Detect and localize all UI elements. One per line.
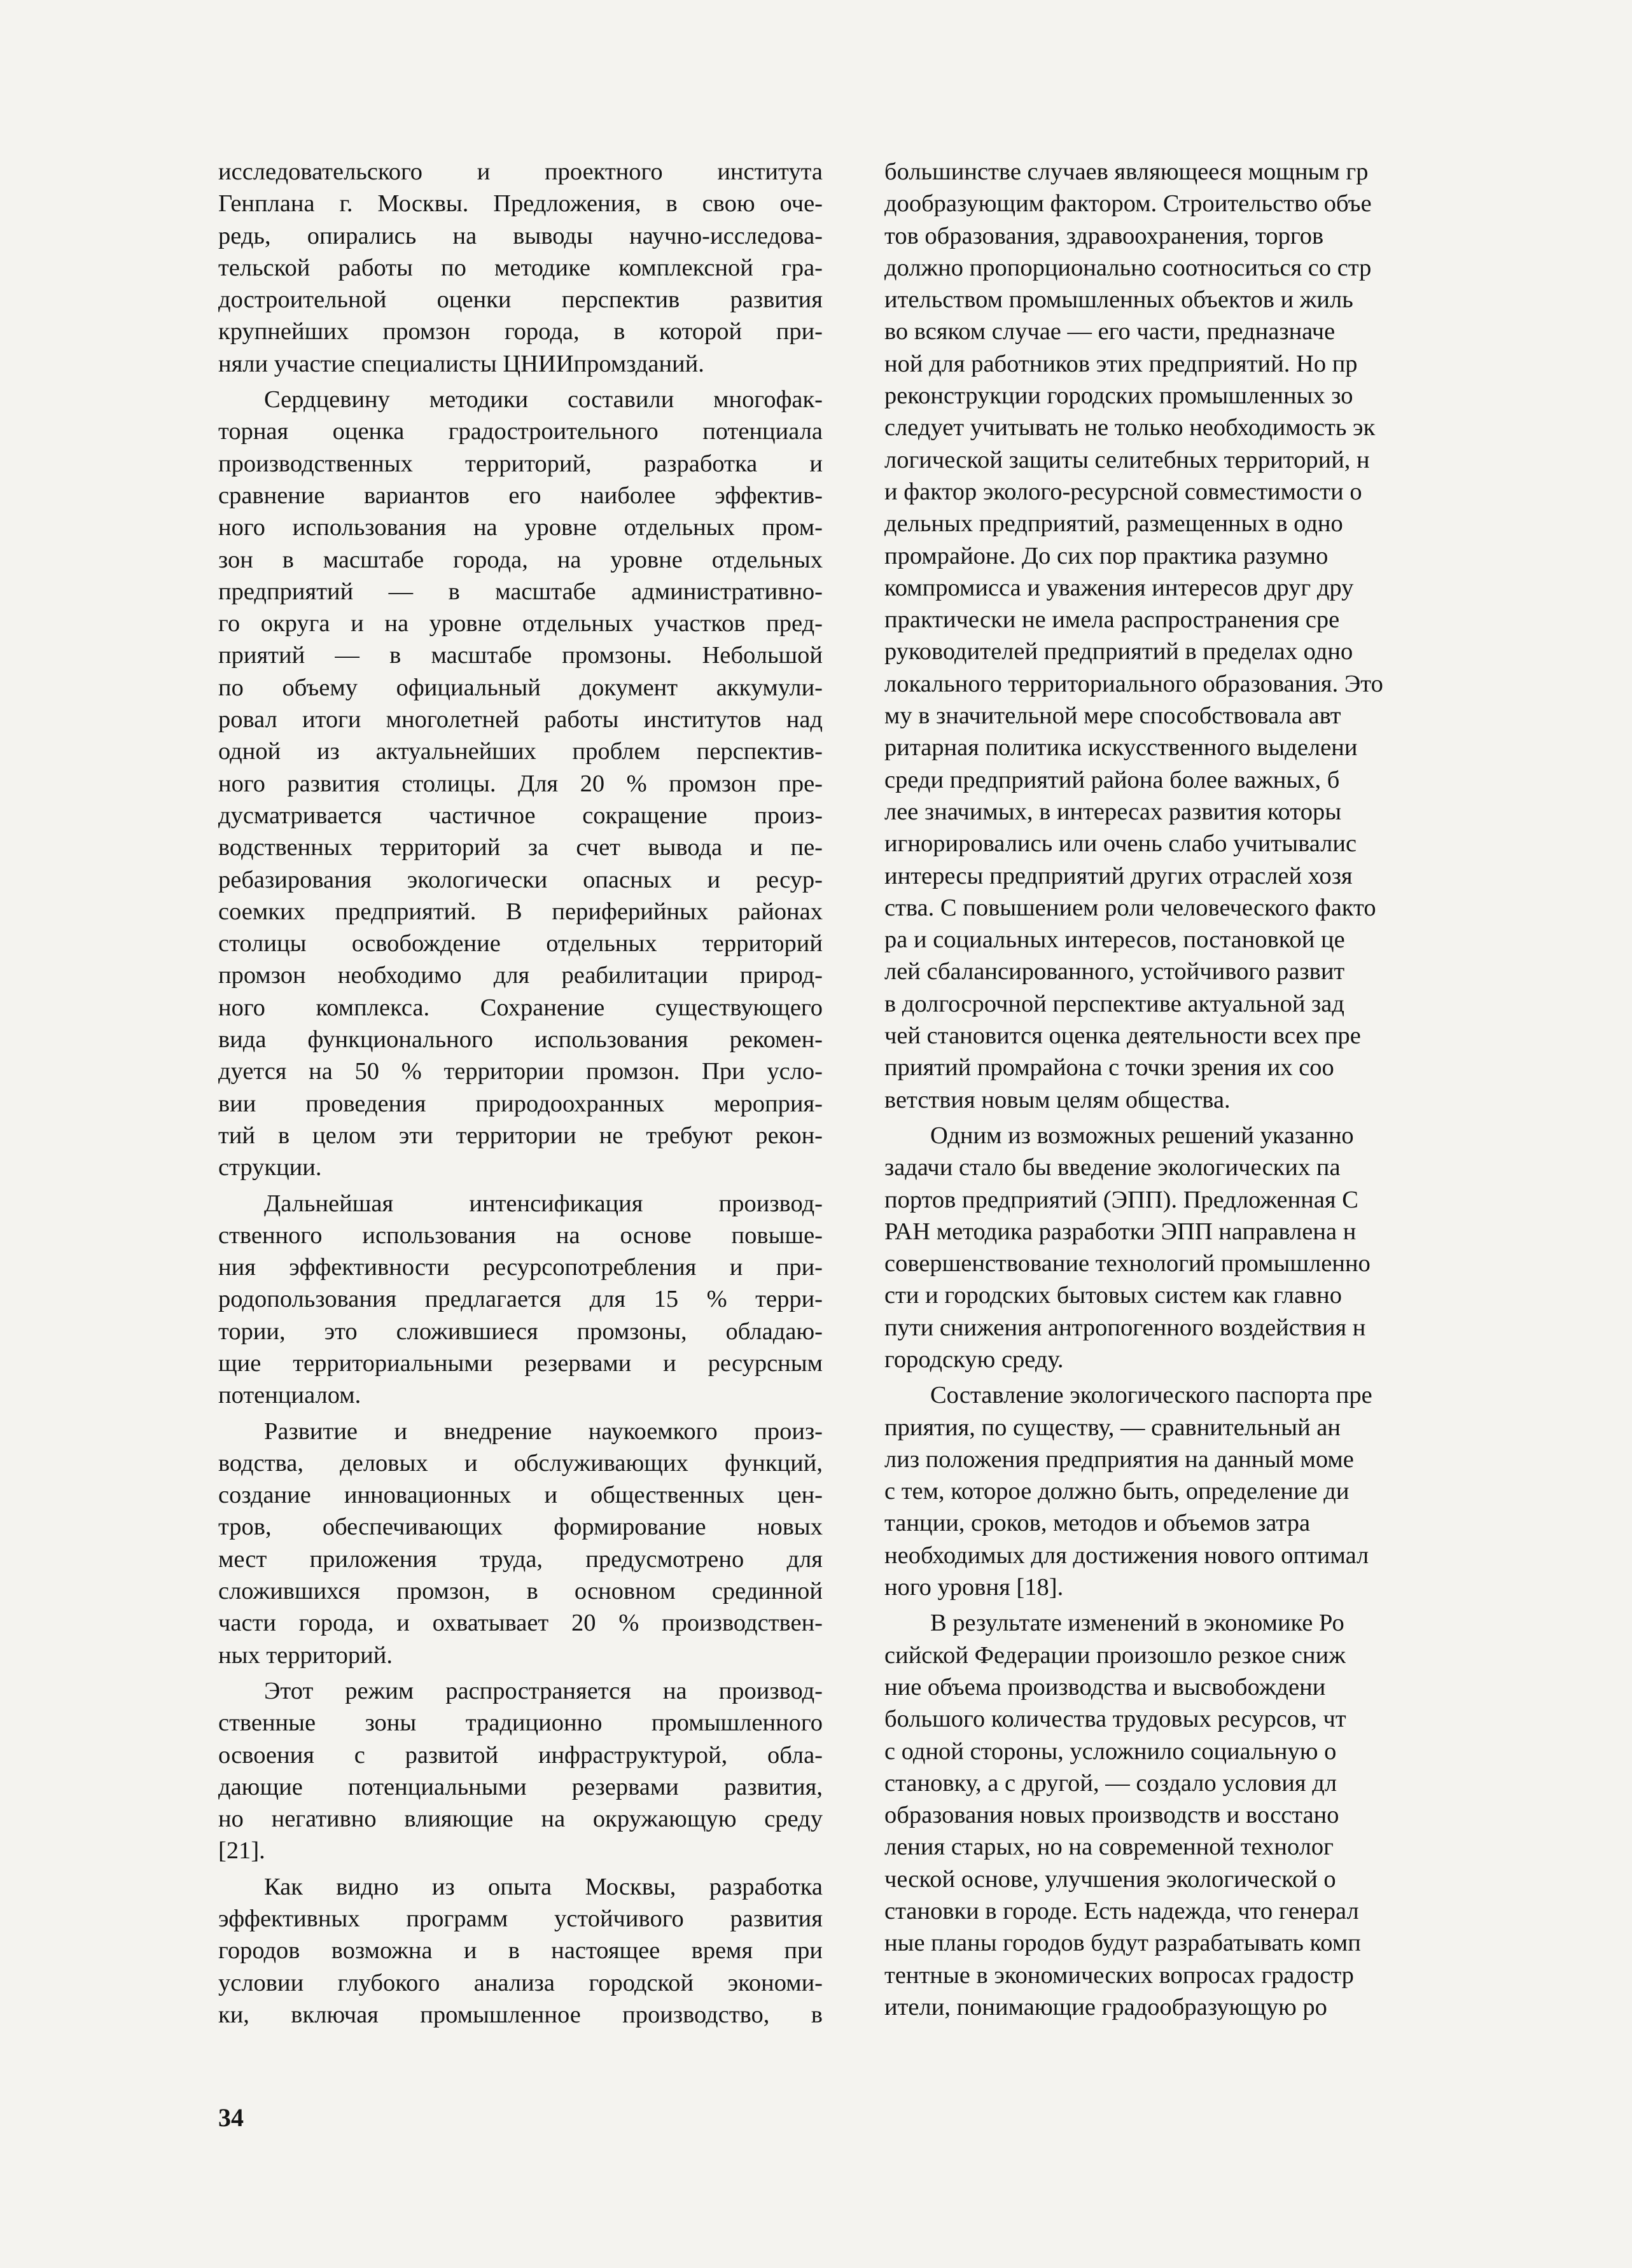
text-line: торная оценка градостроительного потенциала [218, 418, 823, 445]
text-line: интересы предприятий других отраслей хозя [884, 862, 1353, 889]
right-column [884, 156, 1454, 2027]
text-line: реконструкции городских промышленных зо [884, 382, 1353, 410]
text-line: тельской работы по методике комплексной гра- [218, 254, 823, 281]
text-line: приятия, по существу, — сравнительный ан [884, 1414, 1341, 1441]
text-line: [21]. [218, 1837, 265, 1865]
text-line: редь, опирались на выводы научно-исследова- [218, 222, 823, 249]
text-line: с одной стороны, усложнило социальную о [884, 1737, 1337, 1765]
text-line: ритарная политика искусственного выделени [884, 734, 1358, 762]
text-line: ного комплекса. Сохранение существующего [218, 994, 823, 1021]
text-line: сравнение вариантов его наиболее эффектив- [218, 482, 823, 509]
text-line: ния эффективности ресурсопотребления и при- [218, 1254, 823, 1281]
text-line: зон в масштабе города, на уровне отдельных [218, 546, 823, 573]
text-line: дообразующим фактором. Строительство объе [884, 190, 1372, 218]
text-line: тров, обеспечивающих формирование новых [218, 1513, 823, 1541]
text-line: сложившихся промзон, в основном срединной [218, 1578, 823, 1605]
left-column [218, 156, 823, 2035]
text-line: во всяком случае — его части, предназначе [884, 318, 1336, 345]
text-line: чей становится оценка деятельности всех пре [884, 1022, 1361, 1050]
text-line: Развитие и внедрение наукоемкого произ- [264, 1417, 823, 1445]
text-line: и фактор эколого-ресурсной совместимости о [884, 478, 1362, 505]
right-paragraph-4 [884, 1607, 1454, 2023]
text-line: ного развития столицы. Для 20 % промзон пре- [218, 770, 823, 797]
left-paragraph-2 [218, 384, 823, 1183]
text-line: тий в целом эти территории не требуют рекон- [218, 1122, 823, 1149]
text-line: вии проведения природоохранных мероприя- [218, 1090, 823, 1117]
text-line: производственных территорий, разработка и [218, 450, 823, 477]
text-line: следует учитывать не только необходимость эк [884, 414, 1376, 442]
text-line: ительством промышленных объектов и жиль [884, 286, 1353, 314]
right-paragraph-2 [884, 1120, 1454, 1375]
text-line: ра и социальных интересов, постановкой це [884, 926, 1345, 954]
text-line: ных территорий. [218, 1641, 393, 1669]
text-line: ки, включая промышленное производство, в [218, 2001, 823, 2028]
text-line: ного уровня [18]. [884, 1574, 1064, 1601]
text-line: локального территориального образования. Это [884, 670, 1383, 697]
text-line: задачи стало бы введение экологических па [884, 1154, 1341, 1181]
text-line: танции, сроков, методов и объемов затра [884, 1510, 1311, 1537]
text-line: родопользования предлагается для 15 % терри- [218, 1286, 823, 1313]
right-paragraph-3 [884, 1379, 1454, 1603]
text-line: городов возможна и в настоящее время при [218, 1937, 823, 1965]
text-line: части города, и охватывает 20 % производствен- [218, 1610, 823, 1637]
left-paragraph-4 [218, 1416, 823, 1671]
text-line: потенциалом. [218, 1382, 361, 1409]
text-line: исследовательского и проектного института [218, 158, 823, 185]
right-paragraph-1 [884, 156, 1454, 1116]
text-line: ветствия новым целям общества. [884, 1086, 1231, 1113]
text-line: ственные зоны традиционно промышленного [218, 1709, 823, 1737]
text-line: совершенствование технологий промышленно [884, 1250, 1370, 1277]
left-paragraph-5 [218, 1675, 823, 1867]
text-line: предприятий — в масштабе административно- [218, 578, 823, 605]
text-line: ной для работников этих предприятий. Но пр [884, 350, 1358, 377]
text-line: эффективных программ устойчивого развития [218, 1905, 823, 1933]
text-line: сти и городских бытовых систем как главно [884, 1282, 1343, 1309]
text-line: создание инновационных и общественных цен- [218, 1482, 823, 1509]
text-line: дельных предприятий, размещенных в одно [884, 510, 1343, 538]
text-line: руководителей предприятий в пределах одно [884, 638, 1353, 665]
text-line: ства. С повышением роли человеческого факто [884, 894, 1376, 921]
text-line: логической защиты селитебных территорий, н [884, 446, 1370, 473]
text-line: мест приложения труда, предусмотрено для [218, 1545, 823, 1573]
text-line: портов предприятий (ЭПП). Предложенная С [884, 1186, 1358, 1213]
text-line: сийской Федерации произошло резкое сниж [884, 1641, 1346, 1669]
text-line: лее значимых, в интересах развития которы [884, 798, 1342, 825]
text-line: одной из актуальнейших проблем перспектив- [218, 738, 823, 765]
text-line: крупнейших промзон города, в которой при- [218, 318, 823, 345]
text-line: среди предприятий района более важных, б [884, 766, 1340, 793]
text-line: условии глубокого анализа городской экономи- [218, 1969, 823, 1996]
text-line: Сердцевину методики составили многофак- [264, 386, 823, 414]
text-line: лиз положения предприятия на данный моме [884, 1445, 1354, 1473]
text-line: ления старых, но на современной технолог [884, 1833, 1334, 1861]
left-paragraph-1 [218, 156, 823, 380]
text-line: промзон необходимо для реабилитации природ- [218, 962, 823, 989]
text-line: в долгосрочной перспективе актуальной зад [884, 990, 1344, 1017]
left-paragraph-3 [218, 1188, 823, 1412]
text-line: Этот режим распространяется на производ- [264, 1677, 823, 1704]
text-line: ческой основе, улучшения экологической о [884, 1865, 1336, 1893]
text-line: тории, это сложившиеся промзоны, обладаю- [218, 1318, 823, 1345]
text-line: ребазирования экологически опасных и ресур- [218, 866, 823, 893]
text-line: дусматривается частичное сокращение произ- [218, 802, 823, 829]
text-line: приятий промрайона с точки зрения их соо [884, 1054, 1334, 1082]
text-line: няли участие специалисты ЦНИИпромзданий. [218, 350, 704, 377]
text-line: ители, понимающие градообразующую ро [884, 1993, 1327, 2021]
text-line: городскую среду. [884, 1346, 1064, 1373]
text-line: столицы освобождение отдельных территорий [218, 930, 823, 957]
text-line: Генплана г. Москвы. Предложения, в свою оче- [218, 190, 823, 218]
text-line: Одним из возможных решений указанно [930, 1122, 1354, 1149]
text-line: водственных территорий за счет вывода и пе- [218, 834, 823, 861]
text-line: лей сбалансированного, устойчивого развит [884, 958, 1345, 985]
text-line: освоения с развитой инфраструктурой, обла- [218, 1741, 823, 1769]
text-line: Как видно из опыта Москвы, разработка [264, 1873, 823, 1900]
text-line: большинстве случаев являющееся мощным гр [884, 158, 1369, 185]
text-line: струкции. [218, 1154, 322, 1181]
text-line: по объему официальный документ аккумули- [218, 674, 823, 701]
text-line: образования новых производств и восстано [884, 1802, 1339, 1829]
text-line: пути снижения антропогенного воздействия н [884, 1314, 1366, 1341]
left-paragraph-6 [218, 1871, 823, 2031]
text-line: соемких предприятий. В периферийных районах [218, 898, 823, 925]
text-line: становки в городе. Есть надежда, что генерал [884, 1898, 1359, 1925]
text-line: практически не имела распространения сре [884, 606, 1340, 634]
text-line: ственного использования на основе повыше- [218, 1221, 823, 1249]
text-line: должно пропорционально соотноситься со стр [884, 254, 1372, 281]
text-line: Составление экологического паспорта пре [930, 1382, 1372, 1409]
text-line: Дальнейшая интенсификация производ- [264, 1190, 823, 1217]
text-line: но негативно влияющие на окружающую среду [218, 1805, 823, 1833]
text-line: с тем, которое должно быть, определение ди [884, 1478, 1350, 1505]
text-line: большого количества трудовых ресурсов, чт [884, 1706, 1346, 1733]
text-line: вида функционального использования рекомен- [218, 1026, 823, 1054]
text-line: дающие потенциальными резервами развития, [218, 1773, 823, 1800]
text-line: необходимых для достижения нового оптимал [884, 1541, 1369, 1569]
text-line: компромисса и уважения интересов друг дру [884, 574, 1354, 601]
text-line: ровал итоги многолетней работы институтов над [218, 706, 823, 734]
text-line: му в значительной мере способствовала авт [884, 702, 1341, 730]
text-line: становку, а с другой, — создало условия дл [884, 1769, 1337, 1797]
text-line: достроительной оценки перспектив развития [218, 286, 823, 314]
text-line: В результате изменений в экономике Ро [930, 1610, 1344, 1637]
text-line: го округа и на уровне отдельных участков пред- [218, 610, 823, 637]
text-line: приятий — в масштабе промзоны. Небольшой [218, 642, 823, 669]
text-line: тентные в экономических вопросах градостр [884, 1961, 1354, 1989]
text-line: игнорировались или очень слабо учитывалис [884, 830, 1357, 858]
text-line: ного использования на уровне отдельных пром- [218, 514, 823, 541]
text-line: щие территориальными резервами и ресурсным [218, 1349, 823, 1377]
text-line: ные планы городов будут разрабатывать комп [884, 1930, 1361, 1957]
text-line: водства, деловых и обслуживающих функций, [218, 1449, 823, 1477]
text-line: тов образования, здравоохранения, торгов [884, 222, 1324, 249]
text-line: промрайоне. До сих пор практика разумно [884, 542, 1329, 569]
text-line: РАН методика разработки ЭПП направлена н [884, 1218, 1357, 1245]
text-line: дуется на 50 % территории промзон. При усло- [218, 1058, 823, 1085]
page-number: 34 [218, 2103, 244, 2132]
text-line: ние объема производства и высвобождени [884, 1673, 1326, 1701]
